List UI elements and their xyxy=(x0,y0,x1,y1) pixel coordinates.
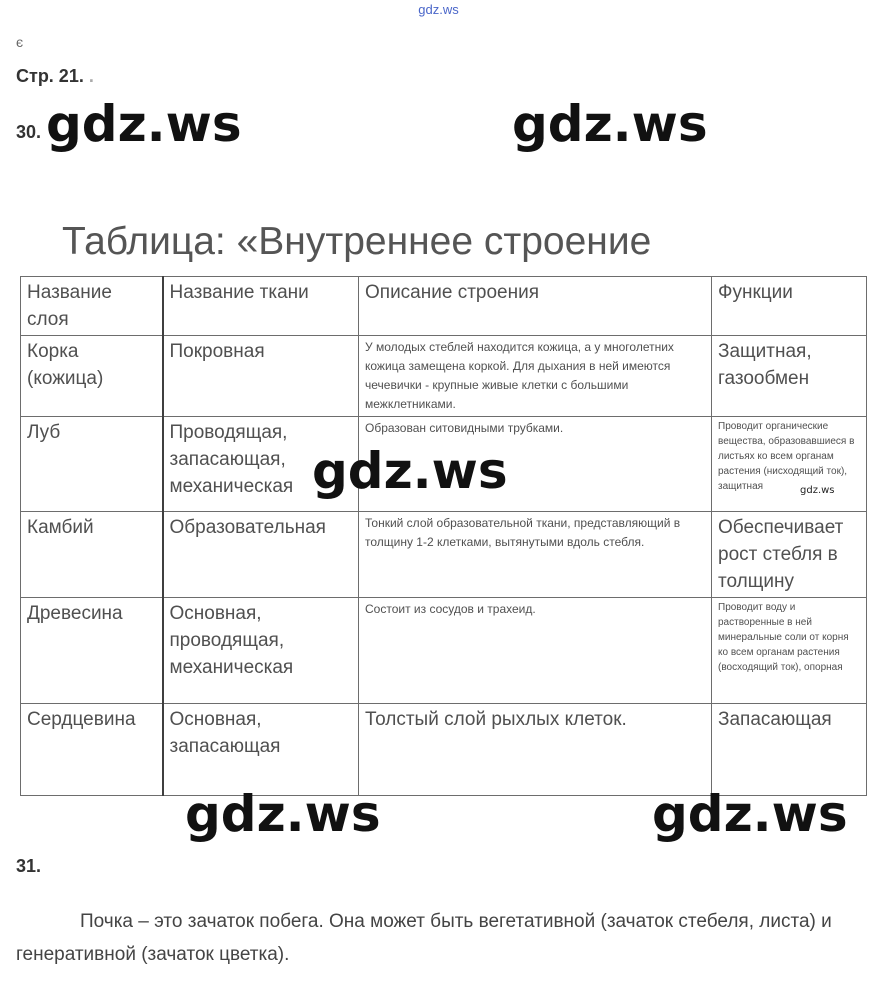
tissue-cell: Образовательная xyxy=(163,512,359,598)
task-31-answer: Почка – это зачаток побега. Она может быть вегетативной (зачаток стебеля, листа) и генеративной (зачаток цветка). xyxy=(16,911,832,965)
watermark-logo: gdz.ws xyxy=(652,785,848,843)
function-cell: Проводит воду и растворенные в ней минеральные соли от корня ко всем органам растения (восходящий ток), опорная xyxy=(712,598,867,704)
table-header-row xyxy=(21,277,867,336)
description-cell: Тонкий слой образовательной ткани, представляющий в толщину 1-2 клетками, вытянутыми вдоль стебля. xyxy=(359,512,712,598)
watermark-logo: gdz.ws xyxy=(312,442,508,500)
structure-table xyxy=(20,276,867,796)
table-row xyxy=(21,704,867,796)
task-30-number: 30. xyxy=(16,122,42,142)
table-title: Таблица: «Внутреннее строение xyxy=(62,220,652,263)
table-row xyxy=(21,512,867,598)
layer-cell: Сердцевина xyxy=(21,704,163,796)
column-header: Название ткани xyxy=(163,277,359,336)
description-cell: Состоит из сосудов и трахеид. xyxy=(359,598,712,704)
task-31-number: 31. xyxy=(16,856,42,876)
watermark-logo: gdz.ws xyxy=(512,95,708,153)
tissue-cell: Проводящая, запасающая, механическая xyxy=(163,417,359,512)
tissue-cell: Основная, запасающая xyxy=(163,704,359,796)
column-header: Функции xyxy=(712,277,867,336)
table-row xyxy=(21,336,867,417)
function-cell: Запасающая xyxy=(712,704,867,796)
page-reference-label: Стр. 21. xyxy=(16,66,84,86)
description-cell: Толстый слой рыхлых клеток. xyxy=(359,704,712,796)
watermark-logo: gdz.ws xyxy=(185,785,381,843)
layer-cell: Камбий xyxy=(21,512,163,598)
layer-cell: Луб xyxy=(21,417,163,512)
column-header: Название слоя xyxy=(21,277,163,336)
page-reference-dots: . xyxy=(83,66,94,86)
watermark-logo-small: gdz.ws xyxy=(800,485,835,496)
function-cell: Обеспечивает рост стебля в толщину xyxy=(712,512,867,598)
cut-off-text-fragment: є xyxy=(16,34,26,50)
layer-cell: Корка (кожица) xyxy=(21,336,163,417)
watermark-logo: gdz.ws xyxy=(46,95,242,153)
function-cell: Защитная, газообмен xyxy=(712,336,867,417)
tissue-cell: Основная, проводящая, механическая xyxy=(163,598,359,704)
tissue-cell: Покровная xyxy=(163,336,359,417)
page-reference xyxy=(16,66,94,87)
table-row xyxy=(21,598,867,704)
layer-cell: Древесина xyxy=(21,598,163,704)
top-watermark: gdz.ws xyxy=(418,2,459,17)
description-cell: Образован ситовидными трубками. xyxy=(359,417,712,512)
column-header: Описание строения xyxy=(359,277,712,336)
description-cell: У молодых стеблей находится кожица, а у многолетних кожица замещена коркой. Для дыхания в ней имеются чечевички - крупные живые клетки с большими межклетниками. xyxy=(359,336,712,417)
function-cell: Проводит органические вещества, образовавшиеся в листьях ко всем органам растения (нисходящий ток), защитная xyxy=(712,417,867,512)
